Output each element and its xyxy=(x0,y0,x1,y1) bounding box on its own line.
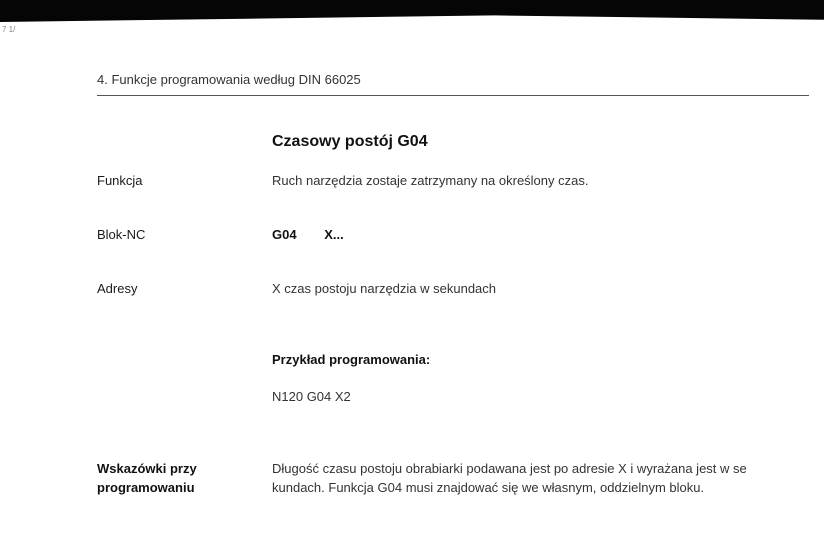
notes-text xyxy=(272,459,812,497)
blok-nc-label: Blok-NC xyxy=(97,227,146,242)
notes-label xyxy=(97,459,197,497)
scan-top-border xyxy=(0,0,824,22)
notes-label-line2: programowaniu xyxy=(97,480,195,495)
blok-nc-code xyxy=(272,227,344,242)
blok-nc-gcode: G04 xyxy=(272,227,297,242)
funkcja-text: Ruch narzędzia zostaje zatrzymany na określony czas. xyxy=(272,173,589,188)
funkcja-label: Funkcja xyxy=(97,173,143,188)
adresy-text: X czas postoju narzędzia w sekundach xyxy=(272,281,497,296)
page-header: 4. Funkcje programowania według DIN 66025 xyxy=(97,72,361,87)
header-rule xyxy=(97,95,809,96)
adresy-label: Adresy xyxy=(97,281,138,296)
notes-label-line1: Wskazówki przy xyxy=(97,461,197,476)
notes-line2: kundach. Funkcja G04 musi znajdować się we własnym, oddzielnym bloku. xyxy=(272,480,705,495)
notes-line1: Długość czasu postoju obrabiarki podawana jest po adresie X i wyrażana jest w se xyxy=(272,461,747,476)
example-heading: Przykład programowania: xyxy=(272,352,431,367)
example-code: N120 G04 X2 xyxy=(272,389,351,404)
corner-mark: 7 1/ xyxy=(2,25,16,34)
blok-nc-param: X... xyxy=(324,227,344,242)
section-title: Czasowy postój G04 xyxy=(272,133,428,150)
